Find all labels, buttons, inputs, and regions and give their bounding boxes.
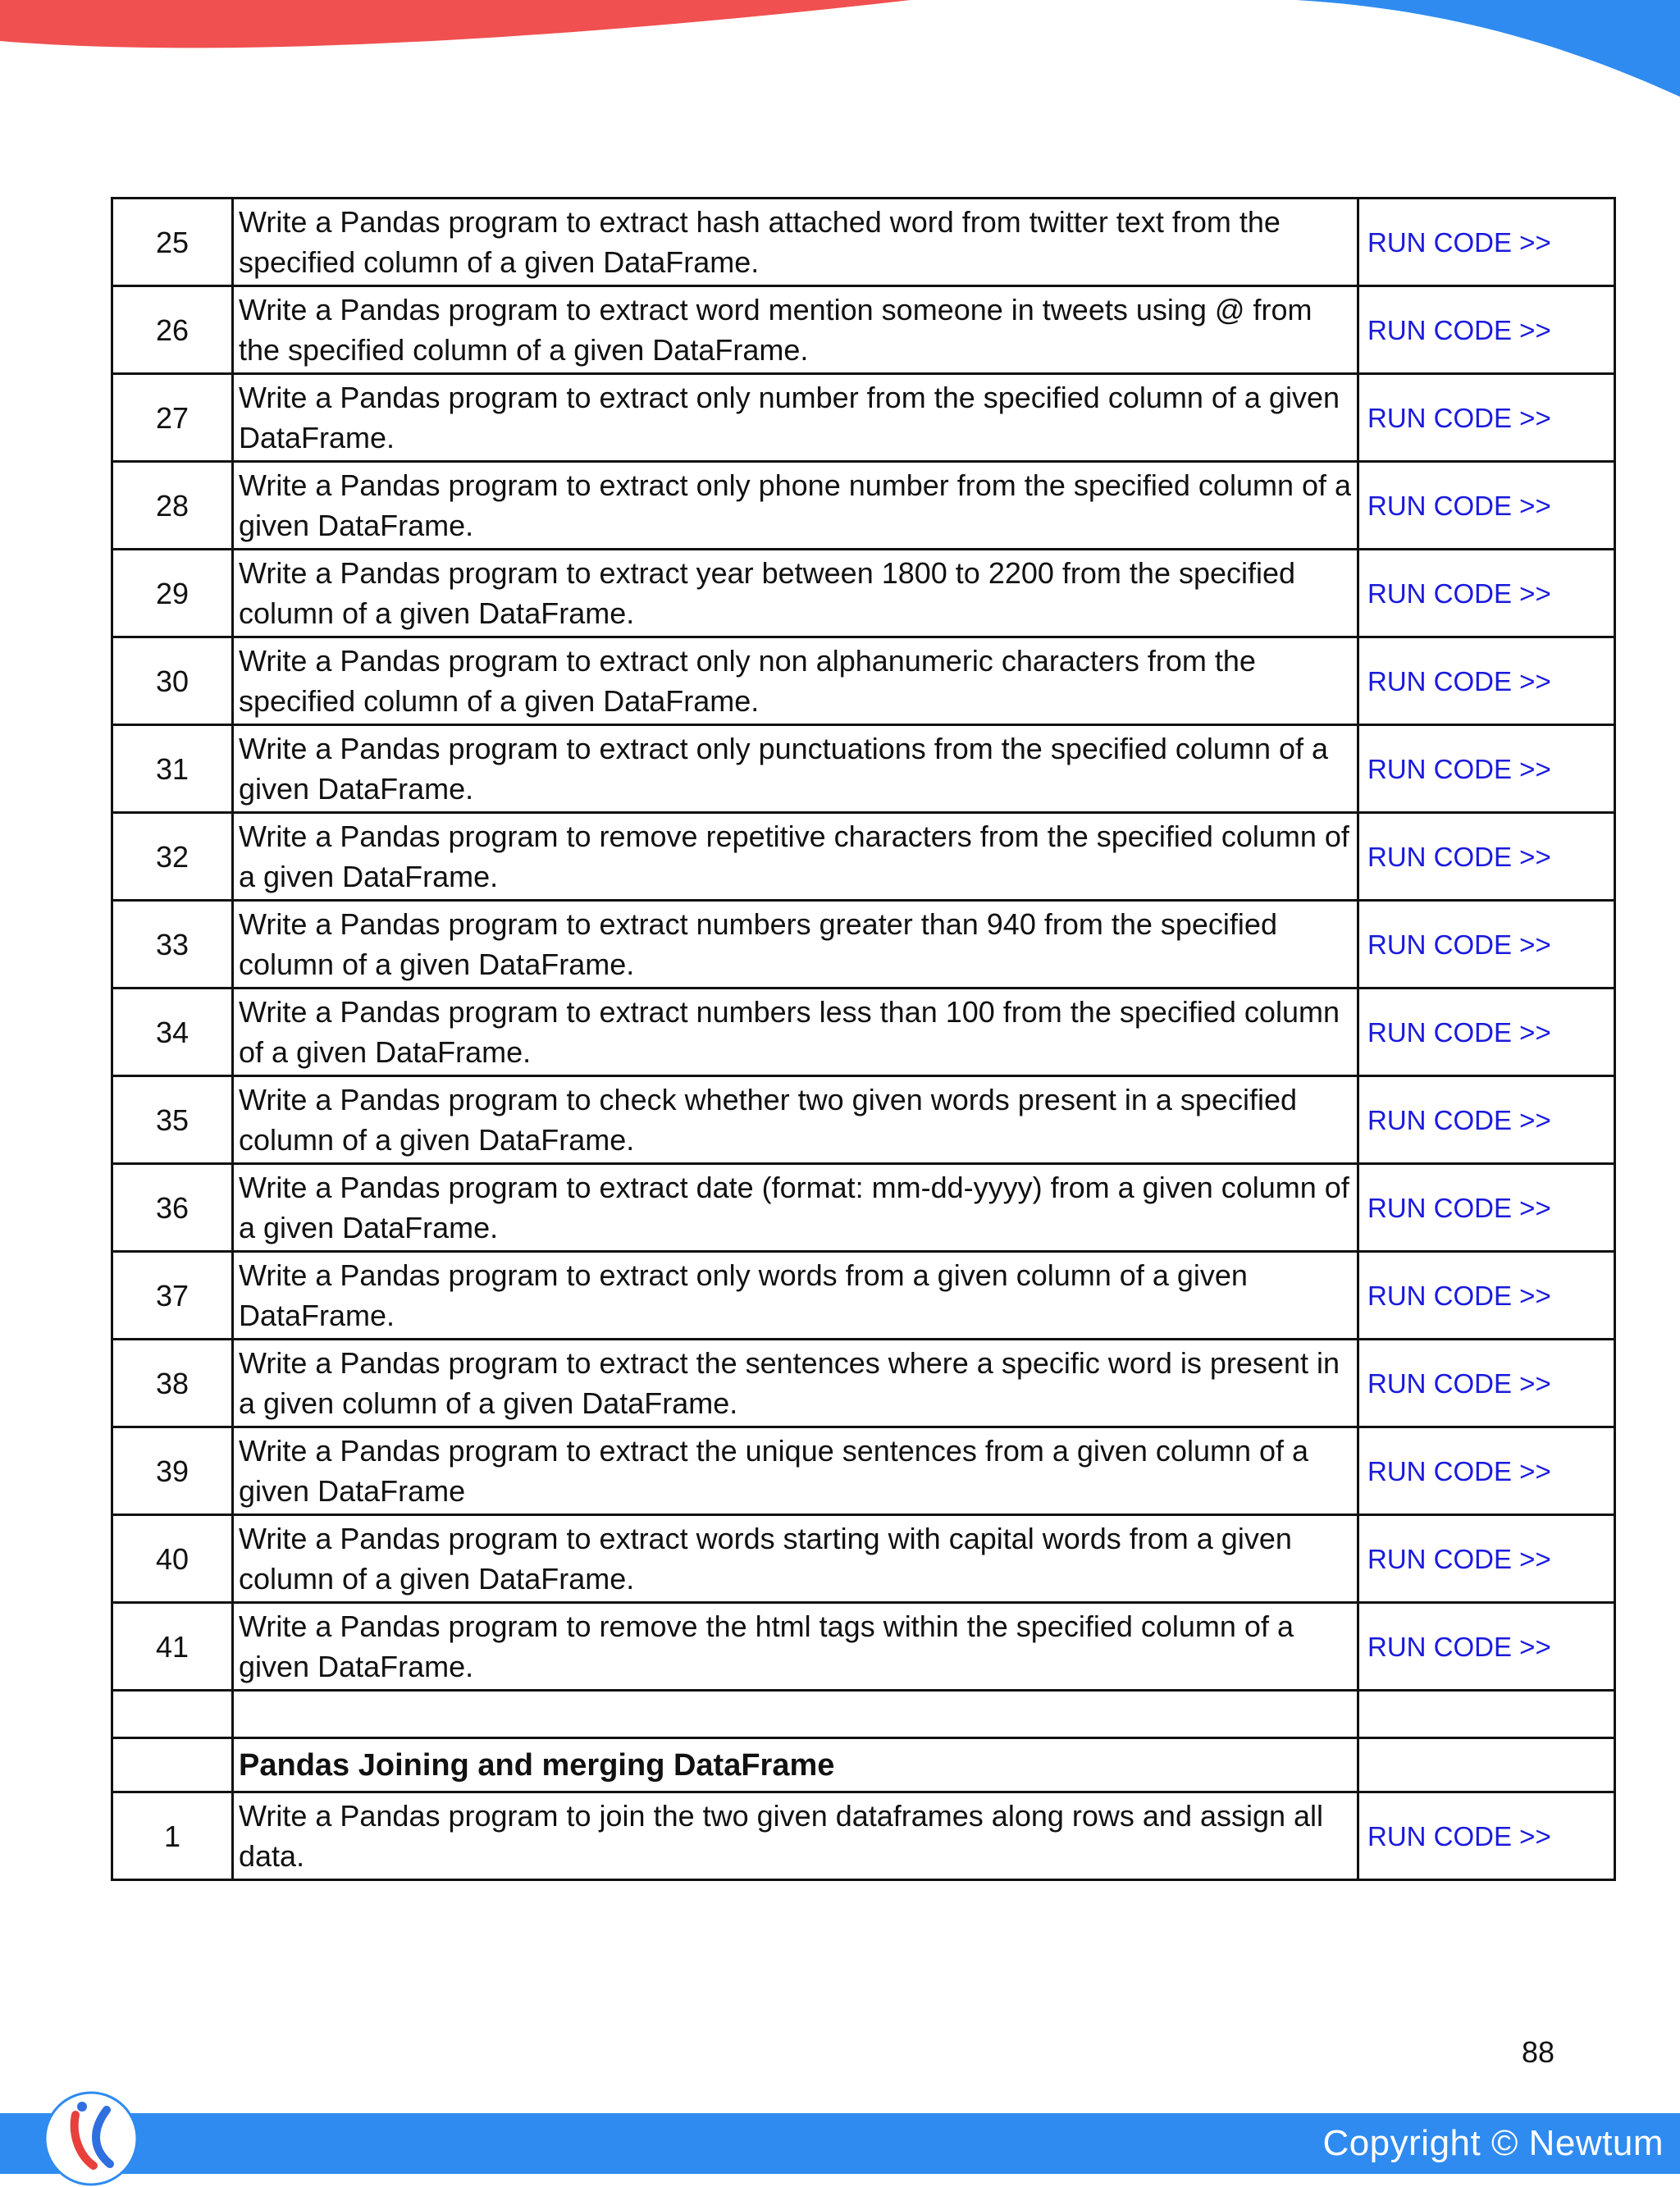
- section-header-row: [112, 1738, 1615, 1792]
- table-row: [112, 1252, 1615, 1340]
- run-code-link[interactable]: RUN CODE >>: [1367, 578, 1551, 609]
- exercise-number: 38: [112, 1340, 233, 1427]
- exercise-description: Write a Pandas program to extract the unique sentences from a given column of a given DataFrame: [233, 1427, 1358, 1515]
- run-code-link[interactable]: RUN CODE >>: [1367, 1368, 1551, 1399]
- exercise-number: 26: [112, 286, 233, 374]
- run-code-cell: [1358, 1164, 1615, 1252]
- exercise-description: Write a Pandas program to extract only punctuations from the specified column of a given DataFrame.: [233, 725, 1358, 813]
- run-code-cell: [1358, 901, 1615, 988]
- run-code-link[interactable]: RUN CODE >>: [1367, 1632, 1551, 1662]
- run-code-link[interactable]: RUN CODE >>: [1367, 1193, 1551, 1223]
- empty-cell: [233, 1691, 1358, 1738]
- run-code-link[interactable]: RUN CODE >>: [1367, 403, 1551, 433]
- table-row: [112, 286, 1615, 374]
- exercise-description: Write a Pandas program to extract date (format: mm-dd-yyyy) from a given column of a given DataFrame.: [233, 1164, 1358, 1252]
- section-title-cell: [233, 1738, 1358, 1792]
- run-code-cell: [1358, 1792, 1615, 1880]
- run-code-cell: [1358, 374, 1615, 462]
- exercise-number: 25: [112, 199, 233, 286]
- table-row: [112, 199, 1615, 286]
- run-code-link[interactable]: RUN CODE >>: [1367, 315, 1551, 345]
- exercise-table: [111, 197, 1616, 1881]
- exercise-description: Write a Pandas program to extract only phone number from the specified column of a given DataFrame.: [233, 462, 1358, 550]
- exercise-number: 27: [112, 374, 233, 462]
- run-code-link[interactable]: RUN CODE >>: [1367, 1281, 1551, 1311]
- footer-bar: [0, 2113, 1680, 2174]
- run-code-link[interactable]: RUN CODE >>: [1367, 842, 1551, 872]
- exercise-number: 28: [112, 462, 233, 550]
- run-code-link[interactable]: RUN CODE >>: [1367, 227, 1551, 258]
- table-row: [112, 637, 1615, 725]
- table-row: [112, 1792, 1615, 1880]
- exercise-description: Write a Pandas program to extract words starting with capital words from a given column of a given DataFrame.: [233, 1515, 1358, 1603]
- run-code-link[interactable]: RUN CODE >>: [1367, 1821, 1551, 1851]
- table-row: [112, 988, 1615, 1076]
- table-row: [112, 1603, 1615, 1691]
- run-code-link[interactable]: RUN CODE >>: [1367, 1105, 1551, 1135]
- run-code-link[interactable]: RUN CODE >>: [1367, 929, 1551, 960]
- exercise-description: Write a Pandas program to remove repetitive characters from the specified column of a given DataFrame.: [233, 813, 1358, 901]
- table-row: [112, 813, 1615, 901]
- exercise-number: 33: [112, 901, 233, 988]
- table-row: [112, 1164, 1615, 1252]
- run-code-link[interactable]: RUN CODE >>: [1367, 1544, 1551, 1574]
- exercise-description: Write a Pandas program to extract only number from the specified column of a given DataFrame.: [233, 374, 1358, 462]
- run-code-link[interactable]: RUN CODE >>: [1367, 491, 1551, 521]
- table-row: [112, 374, 1615, 462]
- exercise-description: Write a Pandas program to extract the sentences where a specific word is present in a given column of a given DataFrame.: [233, 1340, 1358, 1427]
- exercise-description: Write a Pandas program to extract word mention someone in tweets using @ from the specified column of a given DataFrame.: [233, 286, 1358, 374]
- run-code-cell: [1358, 1076, 1615, 1164]
- run-code-cell: [1358, 725, 1615, 813]
- run-code-link[interactable]: RUN CODE >>: [1367, 1017, 1551, 1048]
- logo-star-dot: [77, 2102, 87, 2112]
- copyright-text: Copyright © Newtum: [1322, 2123, 1664, 2163]
- newtum-logo-icon: [43, 2090, 139, 2187]
- section-title: Pandas Joining and merging DataFrame: [239, 1747, 835, 1783]
- exercise-description: Write a Pandas program to extract only non alphanumeric characters from the specified column of a given DataFrame.: [233, 637, 1358, 725]
- exercise-number: 36: [112, 1164, 233, 1252]
- exercise-description: Write a Pandas program to extract year between 1800 to 2200 from the specified column of a given DataFrame.: [233, 550, 1358, 637]
- empty-row: [112, 1691, 1615, 1738]
- top-blue-wave: [1296, 0, 1680, 97]
- run-code-cell: [1358, 1603, 1615, 1691]
- exercise-number: 29: [112, 550, 233, 637]
- empty-cell: [112, 1738, 233, 1792]
- exercise-number: 35: [112, 1076, 233, 1164]
- empty-cell: [112, 1691, 233, 1738]
- run-code-cell: [1358, 637, 1615, 725]
- run-code-cell: [1358, 1252, 1615, 1340]
- top-wave-decoration: [0, 0, 1680, 107]
- table-row: [112, 550, 1615, 637]
- table-row: [112, 1427, 1615, 1515]
- exercise-description: Write a Pandas program to extract numbers less than 100 from the specified column of a given DataFrame.: [233, 988, 1358, 1076]
- exercise-number: 41: [112, 1603, 233, 1691]
- exercise-number: 34: [112, 988, 233, 1076]
- exercise-description: Write a Pandas program to check whether two given words present in a specified column of a given DataFrame.: [233, 1076, 1358, 1164]
- exercise-number: 40: [112, 1515, 233, 1603]
- exercise-description: Write a Pandas program to remove the html tags within the specified column of a given DataFrame.: [233, 1603, 1358, 1691]
- run-code-link[interactable]: RUN CODE >>: [1367, 754, 1551, 784]
- exercise-number: 30: [112, 637, 233, 725]
- exercise-number: 31: [112, 725, 233, 813]
- table-row: [112, 1076, 1615, 1164]
- run-code-cell: [1358, 286, 1615, 374]
- page-number: 88: [1522, 2035, 1555, 2069]
- run-code-link[interactable]: RUN CODE >>: [1367, 1456, 1551, 1486]
- table-row: [112, 1340, 1615, 1427]
- table-row: [112, 725, 1615, 813]
- exercise-description: Write a Pandas program to extract only words from a given column of a given DataFrame.: [233, 1252, 1358, 1340]
- run-code-cell: [1358, 462, 1615, 550]
- exercise-number: 32: [112, 813, 233, 901]
- empty-cell: [1358, 1738, 1615, 1792]
- run-code-cell: [1358, 550, 1615, 637]
- empty-cell: [1358, 1691, 1615, 1738]
- run-code-cell: [1358, 813, 1615, 901]
- top-red-wave: [0, 0, 911, 48]
- run-code-cell: [1358, 988, 1615, 1076]
- run-code-cell: [1358, 1427, 1615, 1515]
- exercise-description: Write a Pandas program to join the two given dataframes along rows and assign all data.: [233, 1792, 1358, 1880]
- exercise-number: 1: [112, 1792, 233, 1880]
- logo-circle: [45, 2093, 137, 2185]
- table-row: [112, 901, 1615, 988]
- run-code-link[interactable]: RUN CODE >>: [1367, 666, 1551, 696]
- run-code-cell: [1358, 199, 1615, 286]
- exercise-description: Write a Pandas program to extract hash attached word from twitter text from the specified column of a given DataFrame.: [233, 199, 1358, 286]
- exercise-description: Write a Pandas program to extract numbers greater than 940 from the specified column of a given DataFrame.: [233, 901, 1358, 988]
- exercise-number: 39: [112, 1427, 233, 1515]
- table-row: [112, 462, 1615, 550]
- table-row: [112, 1515, 1615, 1603]
- run-code-cell: [1358, 1515, 1615, 1603]
- run-code-cell: [1358, 1340, 1615, 1427]
- exercise-number: 37: [112, 1252, 233, 1340]
